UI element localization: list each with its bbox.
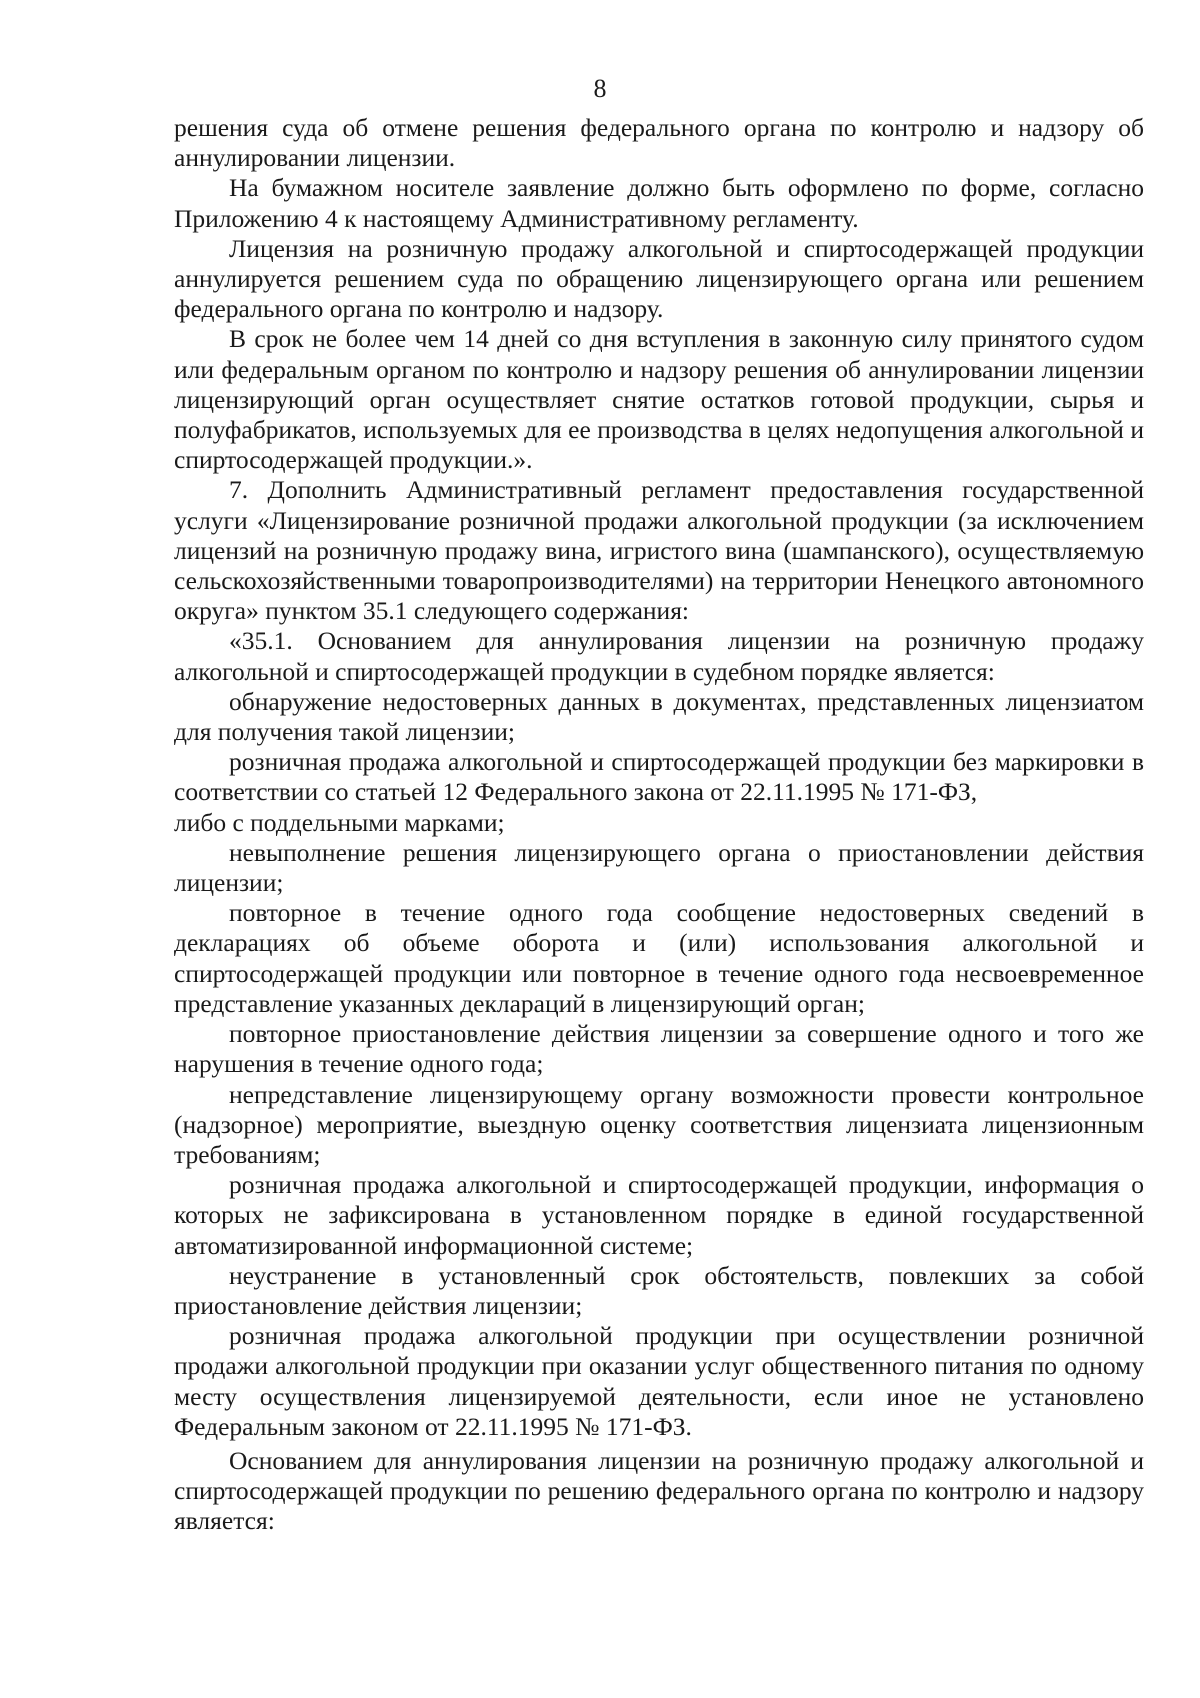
list-item: неустранение в установленный срок обстоятельств, повлекших за собой приостановление действия лицензии; bbox=[174, 1260, 1144, 1320]
list-item: повторное в течение одного года сообщение недостоверных сведений в декларациях об объеме оборота и (или) использования алкогольной и спиртосодержащей продукции или повторное в течение одного года несвоевременное представление указанных деклараций в лицензирующий орган; bbox=[174, 898, 1144, 1018]
paragraph: На бумажном носителе заявление должно быть оформлено по форме, согласно Приложению 4 к настоящему Административному регламенту. bbox=[174, 173, 1144, 233]
paragraph: Лицензия на розничную продажу алкогольной и спиртосодержащей продукции аннулируется решением суда по обращению лицензирующего органа или решением федерального органа по контролю и надзору. bbox=[174, 233, 1144, 324]
document-body bbox=[174, 113, 1144, 1537]
paragraph: В срок не более чем 14 дней со дня вступления в законную силу принятого судом или федеральным органом по контролю и надзору решения об аннулировании лицензии лицензирующий орган осуществляет снятие остатков готовой продукции, сырья и полуфабрикатов, используемых для ее производства в целях недопущения алкогольной и спиртосодержащей продукции.». bbox=[174, 324, 1144, 475]
paragraph: Основанием для аннулирования лицензии на розничную продажу алкогольной и спиртосодержащей продукции по решению федерального органа по контролю и надзору является: bbox=[174, 1445, 1144, 1536]
list-item: невыполнение решения лицензирующего органа о приостановлении действия лицензии; bbox=[174, 837, 1144, 898]
list-item: обнаружение недостоверных данных в документах, представленных лицензиатом для получения такой лицензии; bbox=[174, 686, 1144, 747]
list-item: непредставление лицензирующему органу возможности провести контрольное (надзорное) мероприятие, выездную оценку соответствия лицензиата лицензионным требованиям; bbox=[174, 1079, 1144, 1169]
paragraph-clause-35-1: «35.1. Основанием для аннулирования лицензии на розничную продажу алкогольной и спиртосодержащей продукции в судебном порядке является: bbox=[174, 626, 1144, 686]
paragraph-continuation: решения суда об отмене решения федерального органа по контролю и надзору об аннулировании лицензии. bbox=[174, 113, 1144, 173]
list-item: розничная продажа алкогольной и спиртосодержащей продукции, информация о которых не зафиксирована в установленном порядке в единой государственной автоматизированной информационной системе; bbox=[174, 1170, 1144, 1260]
page-number: 8 bbox=[593, 74, 607, 103]
list-item: розничная продажа алкогольной продукции при осуществлении розничной продажи алкогольной продукции при оказании услуг общественного питания по одному месту осуществления лицензируемой деятельности, если иное не установлено Федеральным законом от 22.11.1995 № 171-ФЗ. bbox=[174, 1321, 1144, 1441]
list-item-continuation: либо с поддельными марками; bbox=[174, 807, 505, 837]
paragraph-item-7: 7. Дополнить Административный регламент предоставления государственной услуги «Лицензирование розничной продажи алкогольной продукции (за исключением лицензий на розничную продажу вина, игристого вина (шампанского), осуществляемую сельскохозяйственными товаропроизводителями) на территории Ненецкого автономного округа» пунктом 35.1 следующего содержания: bbox=[174, 475, 1144, 626]
list-item: повторное приостановление действия лицензии за совершение одного и того же нарушения в течение одного года; bbox=[174, 1019, 1144, 1079]
list-item: розничная продажа алкогольной и спиртосодержащей продукции без маркировки в соответствии со статьей 12 Федерального закона от 22.11.1995 № 171-ФЗ, bbox=[174, 747, 1144, 807]
